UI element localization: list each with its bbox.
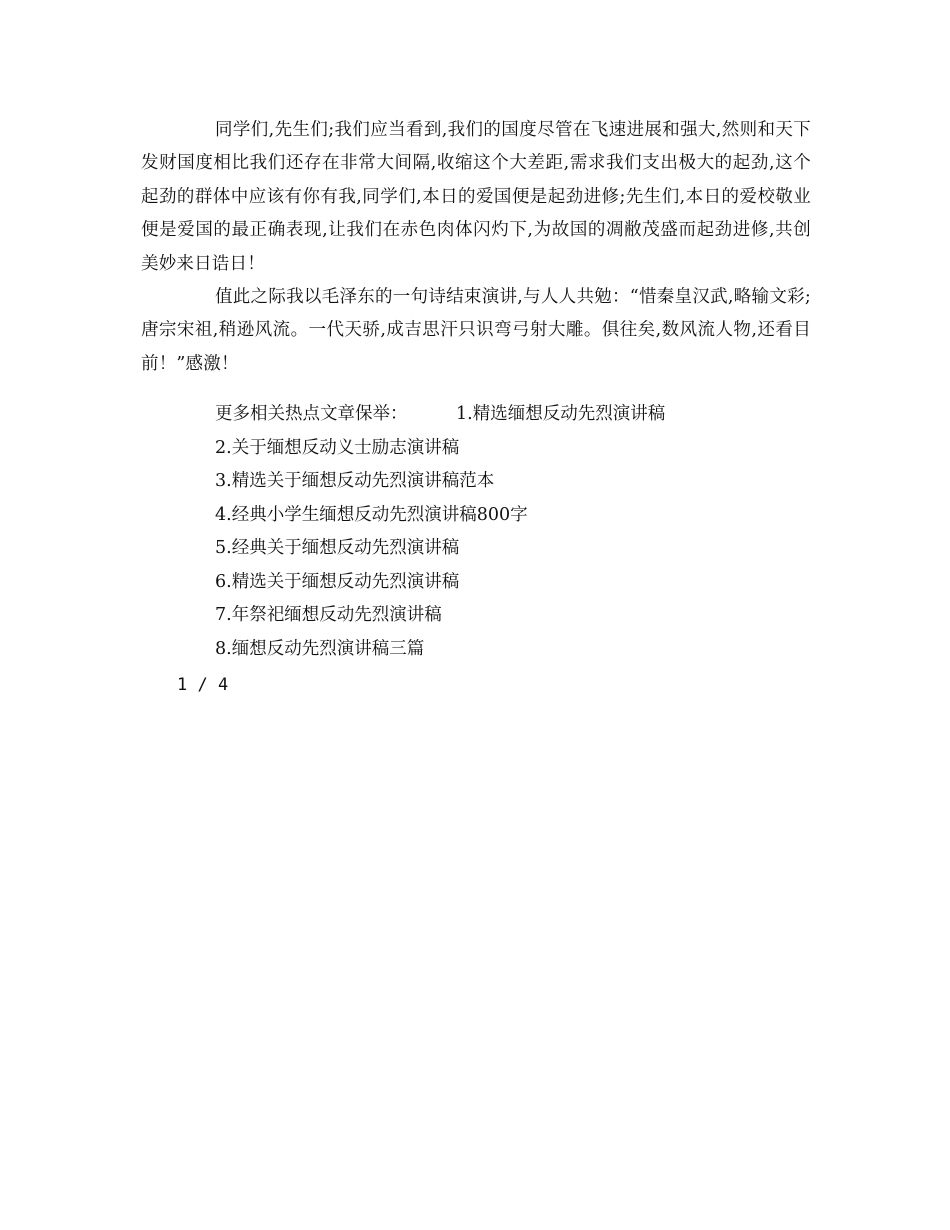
page-number: 1 / 4 <box>177 675 229 695</box>
related-article-link[interactable]: 7.年祭祀缅想反动先烈演讲稿 <box>215 605 442 625</box>
related-article-link[interactable]: 8.缅想反动先烈演讲稿三篇 <box>215 639 425 659</box>
body-paragraph: 同学们,先生们;我们应当看到,我们的国度尽管在飞速进展和强大,然则和天下发财国度相比我们还存在非常大间隔,收缩这个大差距,需求我们支出极大的起劲,这个起劲的群体中应该有你有我,同学们,本日的爱国便是起劲进修;先生们,本日的爱校敬业便是爱国的最正确表现,让我们在赤色肉体闪灼下,为故国的凋敝茂盛而起劲进修,共创美妙来日诰日！ <box>141 120 811 274</box>
related-article-link[interactable]: 3.精选关于缅想反动先烈演讲稿范本 <box>215 471 495 491</box>
related-articles-heading: 更多相关热点文章保举： <box>215 404 408 424</box>
body-paragraph: 值此之际我以毛泽东的一句诗结束演讲,与人人共勉：“惜秦皇汉武,略输文彩;唐宗宋祖,稍逊风流。一代天骄,成吉思汗只识弯弓射大雕。俱往矣,数风流人物,还看目前！”感激！ <box>141 287 811 374</box>
related-article-link[interactable]: 5.经典关于缅想反动先烈演讲稿 <box>215 538 460 558</box>
related-article-link[interactable]: 1.精选缅想反动先烈演讲稿 <box>456 404 666 424</box>
related-article-link[interactable]: 2.关于缅想反动义士励志演讲稿 <box>215 438 460 458</box>
related-article-link[interactable]: 6.精选关于缅想反动先烈演讲稿 <box>215 572 460 592</box>
related-article-link[interactable]: 4.经典小学生缅想反动先烈演讲稿800字 <box>215 505 528 525</box>
